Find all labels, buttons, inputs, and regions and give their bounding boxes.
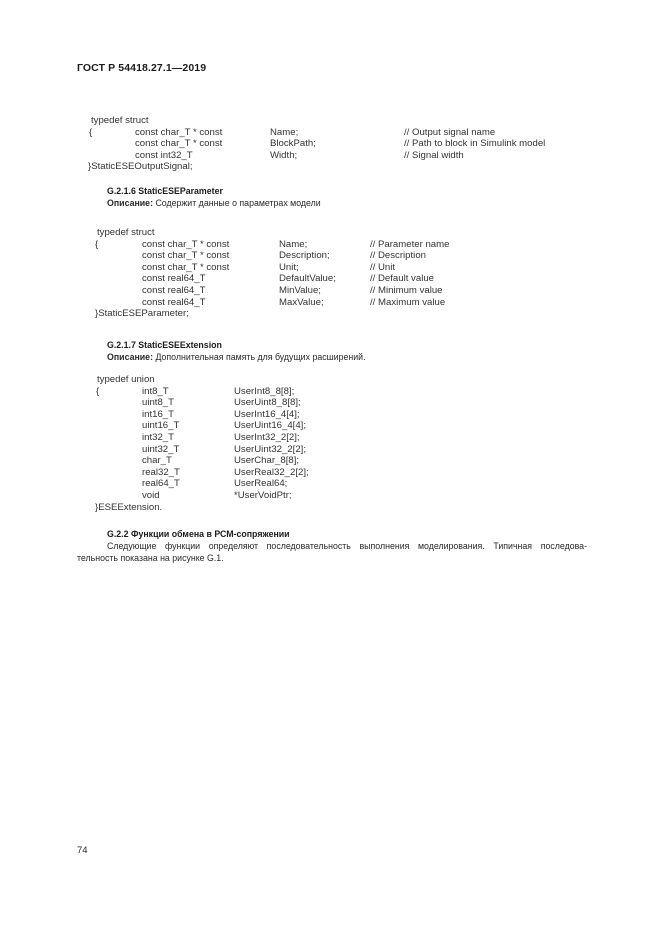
code-type: real64_T (142, 478, 180, 490)
code-type: int16_T (142, 408, 174, 420)
code-field-name: Name; (279, 238, 308, 250)
code-comment: // Parameter name (370, 238, 450, 250)
section-heading-g216: G.2.1.6 StaticESEParameter (107, 186, 223, 196)
code-type: const real64_T (142, 273, 206, 285)
code-comment: // Default value (370, 273, 434, 285)
code-struct-close: }StaticESEParameter; (95, 308, 189, 320)
code-type: int8_T (142, 385, 169, 397)
code-type: void (142, 489, 160, 501)
code-type: uint16_T (142, 420, 180, 432)
page-number: 74 (77, 845, 88, 856)
code-field-name: DefaultValue; (279, 273, 336, 285)
code-field-name: UserUint32_2[2]; (234, 443, 306, 455)
code-union-close: }ESEExtension. (95, 501, 163, 513)
code-field-name: UserReal64; (234, 478, 288, 490)
code-field-name: UserInt32_2[2]; (234, 431, 300, 443)
code-comment: // Path to block in Simulink model (404, 138, 546, 150)
code-field-name: UserUint16_4[4]; (234, 420, 306, 432)
code-field-name: Description; (279, 250, 330, 262)
code-field-name: UserUint8_8[8]; (234, 397, 301, 409)
code-type: const char_T * const (135, 138, 223, 150)
code-keyword: typedef struct (97, 227, 155, 238)
paragraph-line: Следующие функции определяют последовательность выполнения моделирования. Типичная последова- (107, 541, 587, 551)
section-heading-g22: G.2.2 Функции обмена в РСМ-сопряжении (107, 529, 290, 539)
code-keyword: typedef struct (91, 115, 149, 126)
code-field-name: MaxValue; (279, 296, 324, 308)
code-comment: // Description (370, 250, 426, 262)
code-type: const char_T * const (142, 238, 230, 250)
code-brace: { (96, 385, 100, 397)
code-field-name: Width; (270, 149, 298, 161)
section-heading-g217: G.2.1.7 StaticESEExtension (107, 340, 222, 350)
code-type: const char_T * const (142, 261, 230, 273)
code-keyword: typedef union (97, 374, 155, 385)
code-field-name: Unit; (279, 261, 299, 273)
code-type: const char_T * const (142, 250, 230, 262)
standard-header: ГОСТ Р 54418.27.1—2019 (77, 62, 207, 74)
code-comment: // Output signal name (404, 126, 496, 138)
code-comment: // Signal width (404, 149, 464, 161)
code-field-name: BlockPath; (270, 138, 316, 150)
code-field-name: UserInt8_8[8]; (234, 385, 295, 397)
description-label: Описание: (107, 198, 153, 208)
code-type: const real64_T (142, 284, 206, 296)
code-field-name: UserChar_8[8]; (234, 455, 300, 467)
code-field-name: UserInt16_4[4]; (234, 408, 300, 420)
description-label: Описание: (107, 352, 153, 362)
section-paragraph-g22 (77, 541, 587, 564)
code-brace: { (95, 238, 99, 250)
section-description-g217 (107, 352, 366, 362)
code-type: real32_T (142, 466, 180, 478)
code-type: const char_T * const (135, 126, 223, 138)
code-type: uint8_T (142, 397, 174, 409)
code-type: char_T (142, 455, 172, 467)
code-comment: // Unit (370, 261, 396, 273)
code-type: const real64_T (142, 296, 206, 308)
code-field-name: MinValue; (279, 284, 321, 296)
code-field-name: Name; (270, 126, 299, 138)
description-text: Дополнительная память для будущих расширений. (153, 352, 366, 362)
code-comment: // Maximum value (370, 296, 446, 308)
code-brace: { (89, 126, 93, 138)
code-type: uint32_T (142, 443, 180, 455)
code-type: const int32_T (135, 149, 193, 161)
code-struct-close: }StaticESEOutputSignal; (88, 161, 193, 173)
description-text: Содержит данные о параметрах модели (153, 198, 321, 208)
paragraph-line: тельность показана на рисунке G.1. (77, 552, 224, 563)
section-description-g216 (107, 198, 321, 208)
code-comment: // Minimum value (370, 284, 443, 296)
code-type: int32_T (142, 431, 174, 443)
code-field-name: UserReal32_2[2]; (234, 466, 309, 478)
code-field-name: *UserVoidPtr; (234, 489, 292, 501)
